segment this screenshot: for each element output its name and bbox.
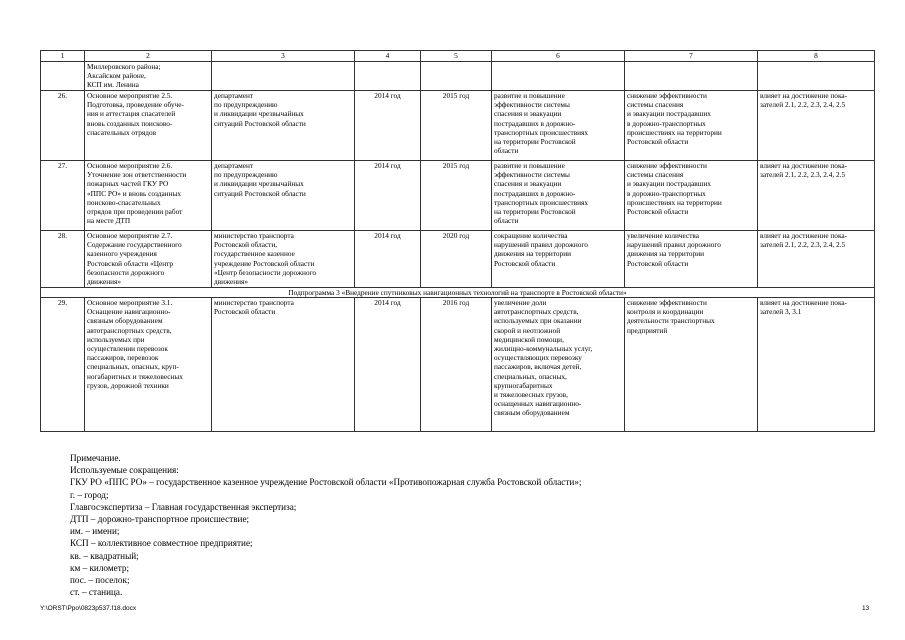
cell-consequence: снижение эффективности системы спасения и эвакуации пострадавших в дорожно-транспортных происшествиях на территории Ростовской области [625, 161, 758, 231]
cell-executor [212, 62, 355, 91]
abbreviation-item: км – километр; [70, 562, 130, 573]
cell-end [421, 62, 492, 91]
cell-consequence: снижение эффективности системы спасения и эвакуации пострадавших в дорожно-транспортных происшествиях на территории Ростовской области [625, 91, 758, 161]
cell-link: влияет на достижение пока- зателей 2.1, 2.2, 2.3, 2.4, 2.5 [758, 231, 875, 288]
abbreviation-item: КСП – коллективное совместное предприятие; [70, 538, 253, 549]
header-cell: 6 [492, 51, 625, 62]
abbreviation-item: ГКУ РО «ППС РО» – государственное казенное учреждение Ростовской области «Противопожарная служба Ростовской области»; [70, 477, 582, 488]
cell-link: влияет на достижение пока- зателей 3, 3.1 [758, 298, 875, 432]
cell-end: 2015 год [421, 161, 492, 231]
cell-result: развитие и повышение эффективности системы спасения и эвакуации пострадавших в дорожно- транспортных происшествиях на территории Ростовской области [492, 161, 625, 231]
cell-start: 2014 год [355, 91, 421, 161]
cell-executor: департамент по предупреждению и ликвидации чрезвычайных ситуаций Ростовской области [212, 91, 355, 161]
abbreviation-item: кв. – квадратный; [70, 550, 139, 561]
cell-num: 28. [41, 231, 85, 288]
cell-link: влияет на достижение пока- зателей 2.1, 2.2, 2.3, 2.4, 2.5 [758, 91, 875, 161]
abbreviation-item: г. – город; [70, 489, 109, 500]
abbreviation-item: ст. – станица. [70, 587, 123, 598]
cell-result: развитие и повышение эффективности системы спасения и эвакуации пострадавших в дорожно- транспортных происшествиях на территории Ростовской области [492, 91, 625, 161]
header-row [41, 51, 875, 62]
header-cell: 2 [85, 51, 212, 62]
header-cell: 4 [355, 51, 421, 62]
cell-link: влияет на достижение пока- зателей 2.1, 2.2, 2.3, 2.4, 2.5 [758, 161, 875, 231]
table-row [41, 91, 875, 161]
cell-executor: министерство транспорта Ростовской области, государственное казенное учреждение Ростовской области «Центр безопасности дорожного движения» [212, 231, 355, 288]
footer-file-path: Y:\ORST\Ppo\0823p537.f18.docx [40, 605, 137, 612]
cell-start [355, 62, 421, 91]
cell-num: 27. [41, 161, 85, 231]
cell-link [758, 62, 875, 91]
abbreviation-item: ДТП – дорожно-транспортное происшествие; [70, 514, 250, 525]
cell-measure: Миллеровского района; Аксайском районе, КСП им. Ленина [85, 62, 212, 91]
header-cell: 1 [41, 51, 85, 62]
notes-section [70, 452, 870, 598]
cell-executor: департамент по предупреждению и ликвидации чрезвычайных ситуаций Ростовской области [212, 161, 355, 231]
cell-measure: Основное мероприятие 2.6. Уточнение зон ответственности пожарных частей ГКУ РО «ППС РО» и вновь созданных поисково-спасательных отрядов при проведении работ на месте ДТП [85, 161, 212, 231]
cell-measure: Основное мероприятие 2.7. Содержание государственного казенного учреждения Ростовской области «Центр безопасности дорожного движения» [85, 231, 212, 288]
table-row [41, 161, 875, 231]
table-row [41, 231, 875, 288]
cell-end: 2015 год [421, 91, 492, 161]
cell-measure: Основное мероприятие 3.1. Оснащение навигационно- связным оборудованием автотранспортных средств, используемых при осуществлении перевозок пассажиров, перевозок специальных, опасных, круп- ногабаритных и тяжеловесных грузов, дорожной техники [85, 298, 212, 432]
cell-num [41, 62, 85, 91]
header-cell: 5 [421, 51, 492, 62]
abbreviation-item: им. – имени; [70, 526, 120, 537]
header-cell: 7 [625, 51, 758, 62]
header-cell: 8 [758, 51, 875, 62]
cell-num: 26. [41, 91, 85, 161]
notes-title: Примечание. [70, 453, 121, 463]
cell-consequence [625, 62, 758, 91]
cell-measure: Основное мероприятие 2.5. Подготовка, проведение обуче- ния и аттестация спасателей вновь созданных поисково- спасательных отрядов [85, 91, 212, 161]
abbreviation-item: Главгосэкспертиза – Главная государственная экспертиза; [70, 501, 297, 512]
table-row [41, 62, 875, 91]
cell-num: 29. [41, 298, 85, 432]
cell-executor: министерство транспорта Ростовской области [212, 298, 355, 432]
cell-start: 2014 год [355, 161, 421, 231]
measures-table [40, 50, 875, 432]
notes-subtitle: Используемые сокращения: [70, 465, 179, 476]
cell-start: 2014 год [355, 231, 421, 288]
table-row [41, 298, 875, 432]
page-number: 13 [862, 605, 870, 612]
cell-consequence: увеличение количества нарушений правил дорожного движения на территории Ростовской области [625, 231, 758, 288]
cell-end: 2020 год [421, 231, 492, 288]
subprogram-row [41, 288, 875, 298]
cell-end: 2016 год [421, 298, 492, 432]
cell-consequence: снижение эффективности контроля и координации деятельности транспортных предприятий [625, 298, 758, 432]
cell-result: увеличение доли автотранспортных средств, используемых при оказании скорой и неотложной медицинской помощи, жилищно-коммунальных услуг, осуществляющих перевозку пассажиров, включая детей, специальных, опасных, крупногабаритных и тяжеловесных грузов, оснащенных навигационно- связным оборудованием [492, 298, 625, 432]
subprogram-title: Подпрограмма 3 «Внедрение спутниковых навигационных технологий на транспорте в Ростовской области» [41, 288, 875, 298]
header-cell: 3 [212, 51, 355, 62]
abbreviation-item: пос. – поселок; [70, 575, 130, 586]
cell-result: сокращение количества нарушений правил дорожного движения на территории Ростовской области [492, 231, 625, 288]
cell-result [492, 62, 625, 91]
cell-start: 2014 год [355, 298, 421, 432]
